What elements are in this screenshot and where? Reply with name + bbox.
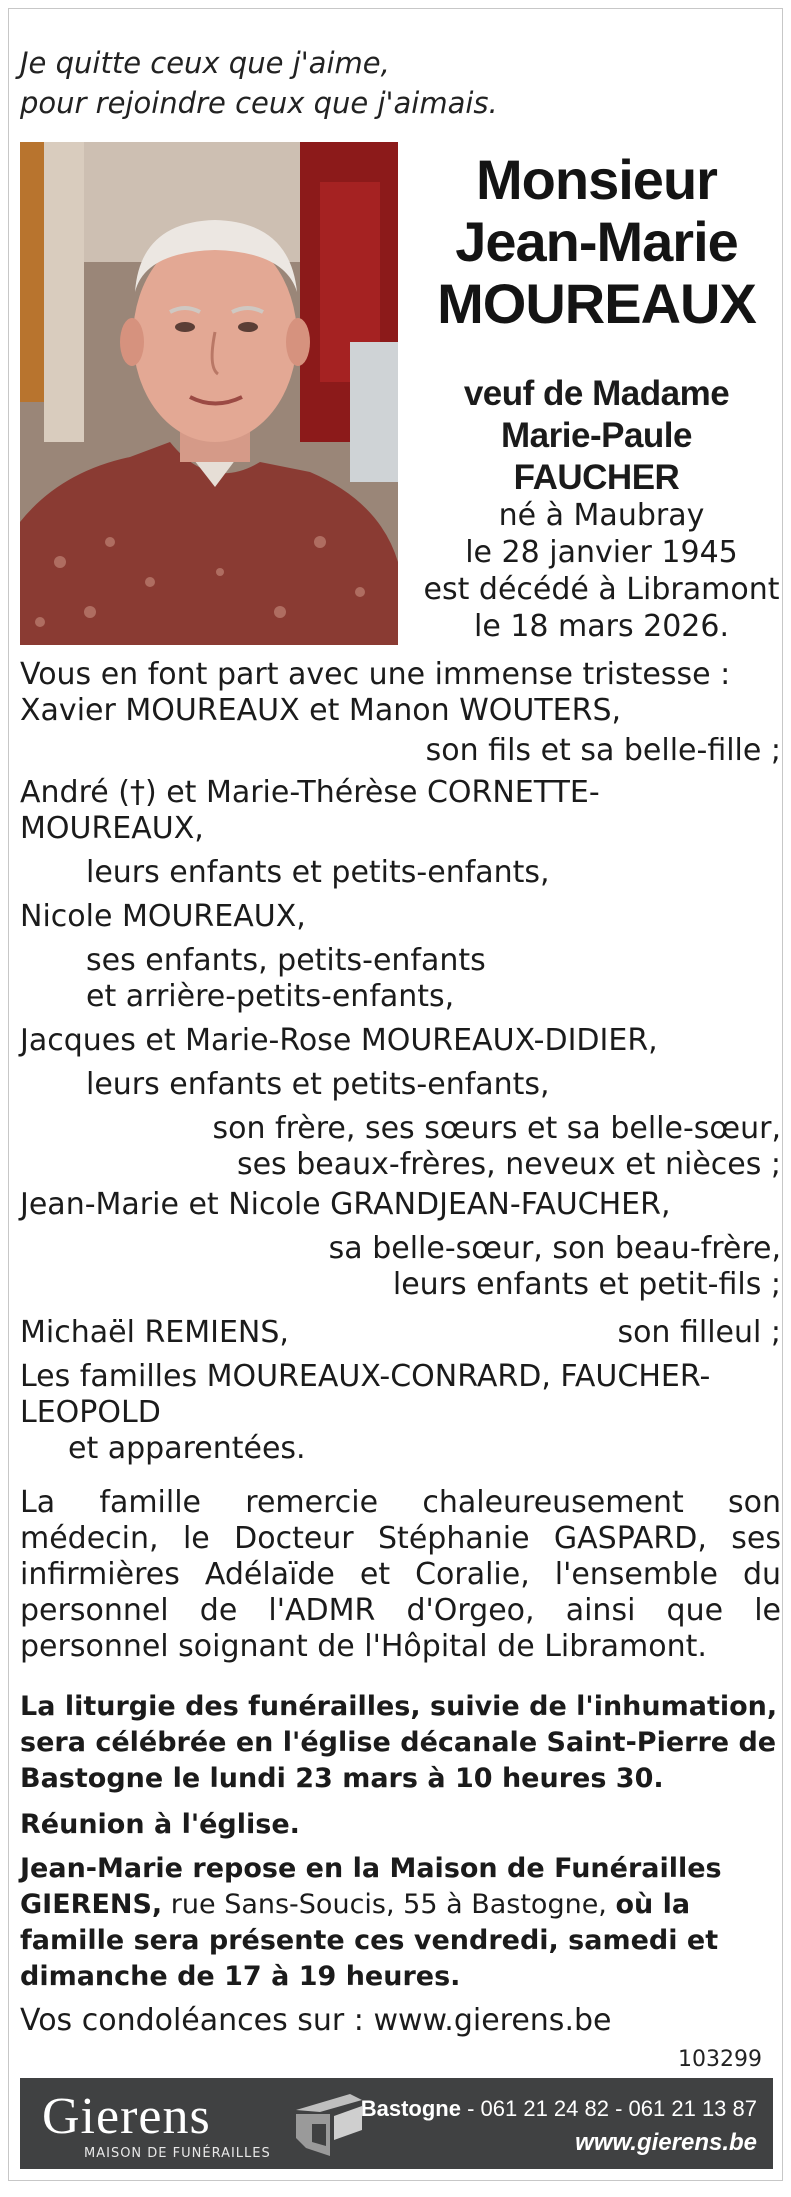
families-relation: et apparentées.	[68, 1431, 306, 1466]
repose-info	[20, 1851, 781, 1995]
epitaph-quote	[20, 43, 498, 123]
reference-number: 103299	[678, 2047, 762, 2072]
obituary-body	[20, 657, 781, 2039]
family-relation: leurs enfants et petits-enfants,	[86, 1067, 550, 1102]
family-relation: son frère, ses sœurs et sa belle-sœur,	[212, 1111, 781, 1146]
repose-bold-2: où la famille sera présente ces vendredi, samedi et dimanche de 17 à 19 heures.	[20, 1889, 719, 1992]
contact-phones-line	[361, 2092, 757, 2126]
death-place: est décédé à Libramont	[423, 572, 780, 607]
name-title: Monsieur	[476, 148, 717, 211]
condolences-line: Vos condoléances sur : www.gierens.be	[20, 2003, 612, 2038]
families-line: Les familles MOUREAUX-CONRARD, FAUCHER-LEOPOLD	[20, 1359, 711, 1430]
godson-relation: son filleul ;	[617, 1315, 781, 1350]
family-line: Xavier MOUREAUX et Manon WOUTERS,	[20, 693, 622, 728]
deceased-header	[414, 149, 779, 499]
family-relation: ses enfants, petits-enfants	[86, 943, 486, 978]
website-link[interactable]: www.gierens.be	[575, 2129, 757, 2156]
family-relation: son fils et sa belle-fille ;	[425, 733, 781, 768]
gierens-emblem-icon	[290, 2090, 368, 2160]
family-line: Jean-Marie et Nicole GRANDJEAN-FAUCHER,	[20, 1187, 671, 1222]
family-line: Nicole MOUREAUX,	[20, 899, 306, 934]
deceased-name	[414, 149, 779, 335]
family-intro: Vous en font part avec une immense tristesse :	[20, 657, 731, 692]
name-last: MOUREAUX	[437, 272, 756, 335]
contact-info	[361, 2092, 757, 2160]
birth-death-details	[414, 497, 783, 645]
deceased-portrait	[20, 142, 398, 645]
funeral-home-banner	[20, 2078, 773, 2169]
godson-row	[20, 1315, 781, 1351]
quote-line-1: Je quitte ceux que j'aime,	[20, 46, 390, 80]
birth-date: le 28 janvier 1945	[465, 535, 738, 570]
family-line: Jacques et Marie-Rose MOUREAUX-DIDIER,	[20, 1023, 658, 1058]
family-relation: et arrière-petits-enfants,	[86, 979, 455, 1014]
thanks-paragraph: La famille remercie chaleureusement son médecin, le Docteur Stéphanie GASPARD, ses infirmières Adélaïde et Coralie, l'ensemble du personnel de l'ADMR d'Orgeo, ainsi que le personnel soignant de l'Hôpital de Libramont.	[20, 1485, 781, 1664]
funeral-reunion: Réunion à l'église.	[20, 1809, 300, 1840]
logo-subtitle: MAISON DE FUNÉRAILLES	[84, 2146, 271, 2161]
obituary-notice	[8, 8, 783, 2181]
contact-phones: - 061 21 24 82 - 061 21 13 87	[460, 2096, 757, 2121]
spouse-line-1: veuf de Madame	[463, 374, 730, 413]
family-relation: ses beaux-frères, neveux et nièces ;	[236, 1147, 781, 1182]
contact-city: Bastogne	[360, 2096, 461, 2121]
portrait-illustration	[20, 142, 398, 645]
family-line: André (†) et Marie-Thérèse CORNETTE-MOUREAUX,	[20, 775, 600, 846]
funeral-liturgy: La liturgie des funérailles, suivie de l'inhumation, sera célébrée en l'église décanale Saint-Pierre de Bastogne le lundi 23 mars à 10 heures 30.	[20, 1691, 778, 1794]
spouse-line-2: Marie-Paule FAUCHER	[501, 416, 692, 497]
godson-name: Michaël REMIENS,	[20, 1315, 289, 1350]
family-relation: leurs enfants et petits-enfants,	[86, 855, 550, 890]
repose-address: rue Sans-Soucis, 55 à Bastogne,	[170, 1889, 607, 1920]
family-relation: leurs enfants et petit-fils ;	[392, 1267, 781, 1302]
quote-line-2: pour rejoindre ceux que j'aimais.	[20, 86, 498, 120]
birth-place: né à Maubray	[498, 498, 705, 533]
spouse-info	[414, 373, 779, 499]
family-relation: sa belle-sœur, son beau-frère,	[328, 1231, 781, 1266]
death-date: le 18 mars 2026.	[473, 609, 730, 644]
gierens-logo: Gierens	[42, 2088, 211, 2145]
name-first: Jean-Marie	[455, 210, 738, 273]
repose-bold-1: Jean-Marie repose en la Maison de Funérailles GIERENS,	[20, 1853, 722, 1920]
